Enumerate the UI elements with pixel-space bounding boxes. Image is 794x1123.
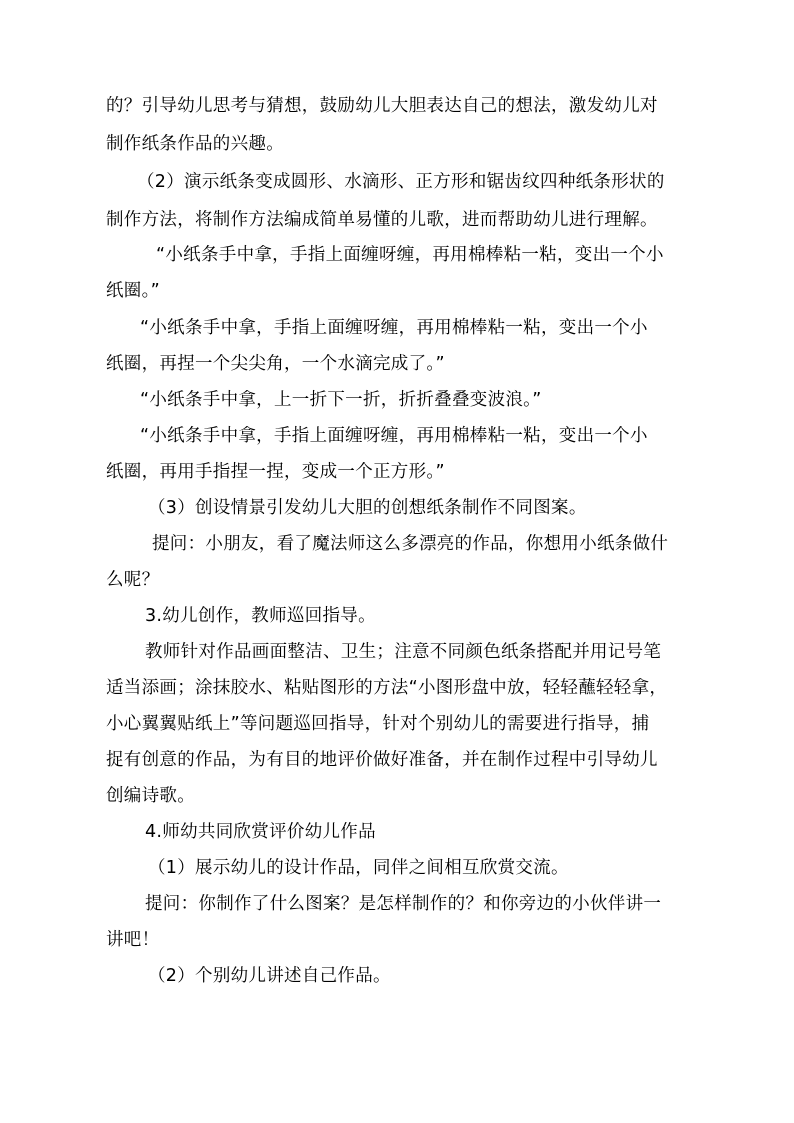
paragraph-line: 提问：你制作了什么图案？是怎样制作的？和你旁边的小伙伴讲一 [145, 894, 662, 914]
paragraph-line: 的？引导幼儿思考与猜想，鼓励幼儿大胆表达自己的想法，激发幼儿对 [106, 96, 658, 116]
paragraph-line: 创编诗歌。 [106, 786, 195, 806]
paragraph-line: 适当添画；涂抹胶水、粘贴图形的方法“小图形盘中放，轻轻蘸轻轻拿， [106, 678, 668, 698]
quote-line: 纸圈，再捏一个尖尖角，一个水滴完成了。” [106, 354, 445, 374]
paragraph-line: （2）演示纸条变成圆形、水滴形、正方形和锯齿纹四种纸条形状的 [137, 172, 665, 192]
paragraph-line: 制作纸条作品的兴趣。 [106, 134, 284, 154]
quote-line: 纸圈，再用手指捏一捏，变成一个正方形。” [106, 462, 445, 482]
paragraph-line: 制作方法，将制作方法编成简单易懂的儿歌，进而帮助幼儿进行理解。 [106, 210, 658, 230]
quote-line: “小纸条手中拿，手指上面缠呀缠，再用棉棒粘一粘，变出一个小 [140, 426, 648, 446]
quote-line: “小纸条手中拿，上一折下一折，折折叠叠变波浪。” [140, 390, 542, 410]
paragraph-line: 小心翼翼贴纸上”等问题巡回指导，针对个别幼儿的需要进行指导，捕 [106, 714, 650, 734]
paragraph-line: （2）个别幼儿讲述自己作品。 [148, 966, 391, 986]
paragraph-line: 捉有创意的作品，为有目的地评价做好准备，并在制作过程中引导幼儿 [106, 750, 658, 770]
quote-line: “小纸条手中拿，手指上面缠呀缠，再用棉棒粘一粘，变出一个小 [156, 245, 664, 265]
quote-line: 纸圈。” [106, 281, 161, 301]
paragraph-line: 提问：小朋友，看了魔法师这么多漂亮的作品，你想用小纸条做什 [152, 534, 669, 554]
paragraph-line: （1）展示幼儿的设计作品，同伴之间相互欣赏交流。 [148, 858, 569, 878]
paragraph-line: （3）创设情景引发幼儿大胆的创想纸条制作不同图案。 [148, 498, 587, 518]
section-heading: 3.幼儿创作，教师巡回指导。 [145, 606, 376, 626]
paragraph-line: 教师针对作品画面整洁、卫生；注意不同颜色纸条搭配并用记号笔 [145, 642, 662, 662]
paragraph-line: 讲吧！ [106, 930, 160, 950]
quote-line: “小纸条手中拿，手指上面缠呀缠，再用棉棒粘一粘，变出一个小 [140, 318, 648, 338]
paragraph-line: 么呢？ [106, 570, 160, 590]
section-heading: 4.师幼共同欣赏评价幼儿作品 [145, 822, 376, 842]
